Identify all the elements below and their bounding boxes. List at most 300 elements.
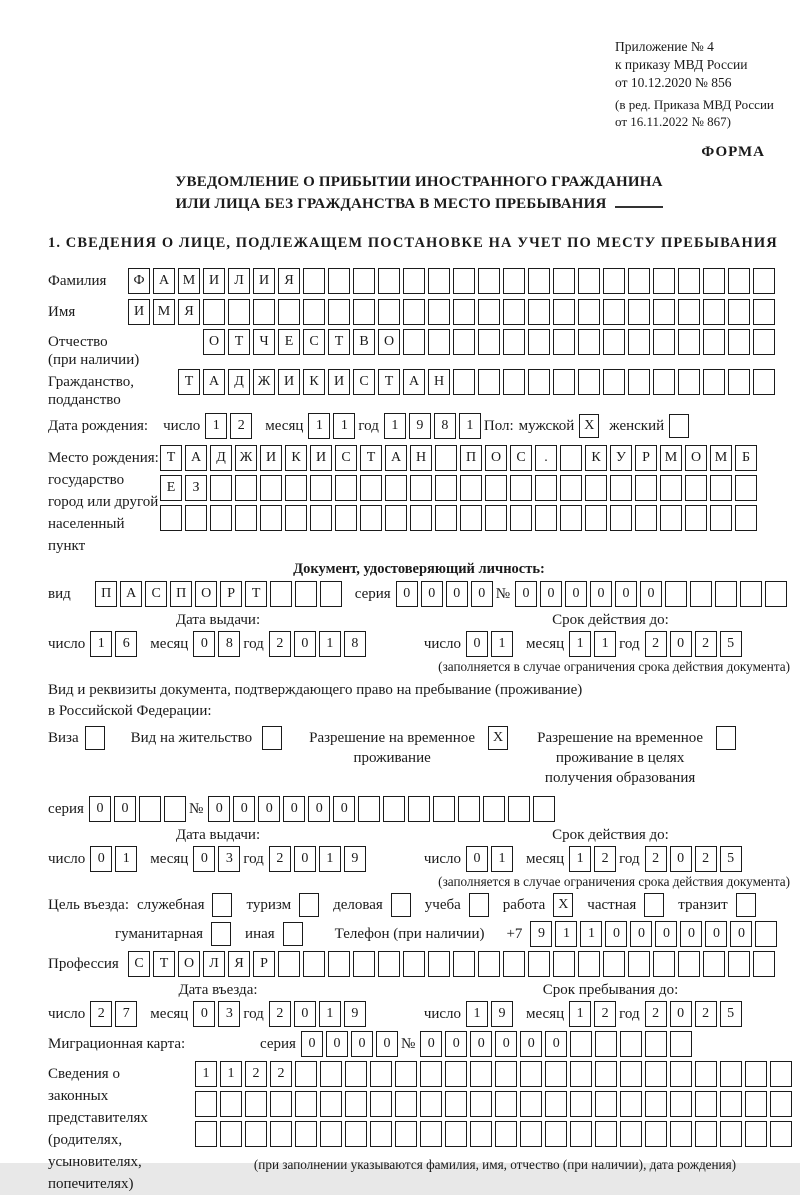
char-cell[interactable] [503,951,525,977]
char-cell[interactable] [595,1121,617,1147]
char-cell[interactable] [495,1061,517,1087]
char-cell[interactable]: 1 [569,631,591,657]
char-cell[interactable] [740,581,762,607]
char-cell[interactable] [478,369,500,395]
char-cell[interactable]: О [378,329,400,355]
char-cell[interactable]: 0 [520,1031,542,1057]
char-cell[interactable]: П [170,581,192,607]
char-cell[interactable] [245,1091,267,1117]
char-cell[interactable] [610,505,632,531]
char-cell[interactable]: 2 [695,846,717,872]
char-cell[interactable] [453,369,475,395]
char-cell[interactable] [770,1121,792,1147]
char-cell[interactable]: 3 [218,1001,240,1027]
char-cell[interactable] [620,1061,642,1087]
char-cell[interactable]: Ж [235,445,257,471]
char-cell[interactable]: К [303,369,325,395]
char-cell[interactable]: 3 [218,846,240,872]
char-cell[interactable] [520,1091,542,1117]
char-cell[interactable]: 0 [540,581,562,607]
char-cell[interactable] [653,369,675,395]
char-cell[interactable]: В [353,329,375,355]
char-cell[interactable]: Л [228,268,250,294]
char-cell[interactable] [164,796,186,822]
char-cell[interactable]: 0 [730,921,752,947]
char-cell[interactable] [570,1031,592,1057]
char-cell[interactable]: 2 [270,1061,292,1087]
char-cell[interactable]: 1 [569,846,591,872]
char-cell[interactable]: С [128,951,150,977]
char-cell[interactable] [603,268,625,294]
char-cell[interactable]: И [310,445,332,471]
char-cell[interactable]: А [203,369,225,395]
char-cell[interactable] [353,268,375,294]
char-cell[interactable] [653,299,675,325]
char-cell[interactable] [720,1091,742,1117]
char-cell[interactable] [320,1061,342,1087]
char-cell[interactable]: 1 [466,1001,488,1027]
char-cell[interactable]: О [685,445,707,471]
char-cell[interactable]: С [303,329,325,355]
char-cell[interactable] [295,1091,317,1117]
char-cell[interactable] [728,268,750,294]
char-cell[interactable] [370,1061,392,1087]
char-cell[interactable]: 1 [319,846,341,872]
char-cell[interactable] [528,268,550,294]
char-cell[interactable] [433,796,455,822]
char-cell[interactable]: 0 [258,796,280,822]
char-cell[interactable] [403,268,425,294]
char-cell[interactable] [603,299,625,325]
char-cell[interactable] [645,1031,667,1057]
char-cell[interactable] [703,299,725,325]
temp-residence-checkbox[interactable]: X [488,726,508,750]
char-cell[interactable] [453,268,475,294]
purpose-transit-checkbox[interactable] [736,893,756,917]
char-cell[interactable] [635,475,657,501]
char-cell[interactable]: Т [378,369,400,395]
char-cell[interactable] [428,268,450,294]
char-cell[interactable] [395,1091,417,1117]
char-cell[interactable] [628,329,650,355]
char-cell[interactable] [545,1061,567,1087]
char-cell[interactable]: 1 [580,921,602,947]
char-cell[interactable]: 1 [491,631,513,657]
char-cell[interactable] [328,268,350,294]
char-cell[interactable]: Т [360,445,382,471]
char-cell[interactable]: 8 [434,413,456,439]
char-cell[interactable] [285,505,307,531]
char-cell[interactable]: 0 [89,796,111,822]
char-cell[interactable] [528,369,550,395]
char-cell[interactable] [353,951,375,977]
char-cell[interactable]: 1 [308,413,330,439]
char-cell[interactable] [235,505,257,531]
char-cell[interactable]: 9 [491,1001,513,1027]
purpose-humanitarian-checkbox[interactable] [211,922,231,946]
char-cell[interactable] [403,299,425,325]
char-cell[interactable]: 1 [90,631,112,657]
char-cell[interactable] [478,268,500,294]
char-cell[interactable] [420,1091,442,1117]
char-cell[interactable] [508,796,530,822]
char-cell[interactable] [420,1121,442,1147]
char-cell[interactable]: 2 [90,1001,112,1027]
char-cell[interactable] [453,951,475,977]
char-cell[interactable] [458,796,480,822]
char-cell[interactable]: 0 [90,846,112,872]
char-cell[interactable] [553,951,575,977]
char-cell[interactable] [595,1091,617,1117]
char-cell[interactable] [585,475,607,501]
char-cell[interactable] [408,796,430,822]
char-cell[interactable]: Л [203,951,225,977]
char-cell[interactable] [570,1121,592,1147]
char-cell[interactable]: 2 [269,846,291,872]
char-cell[interactable]: 1 [220,1061,242,1087]
char-cell[interactable]: 0 [308,796,330,822]
char-cell[interactable]: 1 [459,413,481,439]
char-cell[interactable] [578,369,600,395]
char-cell[interactable]: Я [178,299,200,325]
char-cell[interactable]: З [185,475,207,501]
char-cell[interactable]: 0 [396,581,418,607]
char-cell[interactable] [703,329,725,355]
char-cell[interactable] [695,1121,717,1147]
char-cell[interactable] [670,1091,692,1117]
char-cell[interactable] [715,581,737,607]
char-cell[interactable] [485,475,507,501]
char-cell[interactable] [403,329,425,355]
char-cell[interactable] [645,1061,667,1087]
char-cell[interactable] [703,268,725,294]
char-cell[interactable]: 0 [670,1001,692,1027]
char-cell[interactable]: 0 [670,846,692,872]
char-cell[interactable]: 1 [319,631,341,657]
char-cell[interactable] [385,505,407,531]
char-cell[interactable] [710,475,732,501]
char-cell[interactable]: 0 [445,1031,467,1057]
char-cell[interactable] [528,299,550,325]
char-cell[interactable]: 0 [283,796,305,822]
purpose-tourism-checkbox[interactable] [299,893,319,917]
char-cell[interactable] [478,951,500,977]
char-cell[interactable]: И [260,445,282,471]
char-cell[interactable] [478,329,500,355]
char-cell[interactable]: 0 [193,1001,215,1027]
char-cell[interactable]: 1 [594,631,616,657]
char-cell[interactable] [728,329,750,355]
char-cell[interactable] [553,299,575,325]
char-cell[interactable]: 2 [695,631,717,657]
char-cell[interactable] [378,268,400,294]
char-cell[interactable] [310,475,332,501]
char-cell[interactable] [685,475,707,501]
char-cell[interactable]: А [403,369,425,395]
char-cell[interactable]: 0 [565,581,587,607]
char-cell[interactable] [533,796,555,822]
char-cell[interactable]: П [460,445,482,471]
char-cell[interactable]: 8 [344,631,366,657]
char-cell[interactable] [428,299,450,325]
char-cell[interactable] [535,505,557,531]
char-cell[interactable] [728,299,750,325]
char-cell[interactable] [253,299,275,325]
char-cell[interactable] [478,299,500,325]
char-cell[interactable]: Я [228,951,250,977]
char-cell[interactable] [383,796,405,822]
char-cell[interactable]: 0 [655,921,677,947]
char-cell[interactable]: Р [253,951,275,977]
char-cell[interactable]: 0 [294,846,316,872]
char-cell[interactable]: 2 [269,631,291,657]
char-cell[interactable] [470,1061,492,1087]
char-cell[interactable] [753,369,775,395]
char-cell[interactable] [228,299,250,325]
char-cell[interactable] [235,475,257,501]
sex-female-checkbox[interactable] [669,414,689,438]
char-cell[interactable] [195,1121,217,1147]
char-cell[interactable]: А [153,268,175,294]
char-cell[interactable] [328,299,350,325]
char-cell[interactable] [445,1121,467,1147]
char-cell[interactable] [620,1091,642,1117]
char-cell[interactable] [503,299,525,325]
char-cell[interactable]: И [278,369,300,395]
char-cell[interactable]: 0 [420,1031,442,1057]
char-cell[interactable] [570,1091,592,1117]
char-cell[interactable] [635,505,657,531]
char-cell[interactable]: 6 [115,631,137,657]
char-cell[interactable] [303,268,325,294]
char-cell[interactable]: 2 [645,1001,667,1027]
char-cell[interactable] [603,951,625,977]
char-cell[interactable]: . [535,445,557,471]
char-cell[interactable]: 9 [344,1001,366,1027]
char-cell[interactable] [595,1061,617,1087]
char-cell[interactable]: 0 [515,581,537,607]
char-cell[interactable] [278,951,300,977]
char-cell[interactable]: 0 [376,1031,398,1057]
char-cell[interactable]: 2 [245,1061,267,1087]
char-cell[interactable] [645,1091,667,1117]
char-cell[interactable]: Д [228,369,250,395]
char-cell[interactable] [358,796,380,822]
char-cell[interactable] [320,581,342,607]
char-cell[interactable] [678,299,700,325]
char-cell[interactable] [310,505,332,531]
char-cell[interactable] [560,505,582,531]
char-cell[interactable]: У [610,445,632,471]
char-cell[interactable] [260,475,282,501]
char-cell[interactable] [435,505,457,531]
char-cell[interactable] [428,329,450,355]
char-cell[interactable]: Н [410,445,432,471]
char-cell[interactable] [320,1091,342,1117]
char-cell[interactable]: 0 [351,1031,373,1057]
char-cell[interactable] [435,475,457,501]
char-cell[interactable]: О [203,329,225,355]
char-cell[interactable] [720,1121,742,1147]
char-cell[interactable] [403,951,425,977]
char-cell[interactable]: 5 [720,846,742,872]
char-cell[interactable] [690,581,712,607]
purpose-private-checkbox[interactable] [644,893,664,917]
char-cell[interactable]: С [353,369,375,395]
char-cell[interactable]: А [185,445,207,471]
char-cell[interactable]: Д [210,445,232,471]
char-cell[interactable]: Т [245,581,267,607]
char-cell[interactable] [678,329,700,355]
char-cell[interactable] [295,581,317,607]
char-cell[interactable] [695,1061,717,1087]
char-cell[interactable]: И [128,299,150,325]
char-cell[interactable]: Т [328,329,350,355]
char-cell[interactable] [185,505,207,531]
char-cell[interactable] [360,505,382,531]
char-cell[interactable] [545,1121,567,1147]
char-cell[interactable]: 2 [594,846,616,872]
char-cell[interactable]: 0 [301,1031,323,1057]
char-cell[interactable] [620,1121,642,1147]
char-cell[interactable]: 2 [645,631,667,657]
char-cell[interactable]: 1 [555,921,577,947]
char-cell[interactable]: 1 [569,1001,591,1027]
char-cell[interactable] [139,796,161,822]
char-cell[interactable]: Т [153,951,175,977]
char-cell[interactable] [578,329,600,355]
visa-checkbox[interactable] [85,726,105,750]
char-cell[interactable]: 2 [594,1001,616,1027]
char-cell[interactable] [553,268,575,294]
char-cell[interactable] [503,268,525,294]
char-cell[interactable] [578,268,600,294]
char-cell[interactable] [510,505,532,531]
char-cell[interactable] [353,299,375,325]
sex-male-checkbox[interactable]: X [579,414,599,438]
char-cell[interactable]: 0 [471,581,493,607]
char-cell[interactable] [770,1091,792,1117]
char-cell[interactable] [495,1121,517,1147]
char-cell[interactable]: 2 [230,413,252,439]
char-cell[interactable] [678,268,700,294]
char-cell[interactable] [745,1091,767,1117]
char-cell[interactable] [160,505,182,531]
char-cell[interactable] [678,951,700,977]
char-cell[interactable]: 8 [218,631,240,657]
char-cell[interactable]: И [253,268,275,294]
char-cell[interactable]: А [385,445,407,471]
char-cell[interactable] [678,369,700,395]
char-cell[interactable] [535,475,557,501]
char-cell[interactable]: 1 [195,1061,217,1087]
char-cell[interactable]: 0 [705,921,727,947]
char-cell[interactable] [503,369,525,395]
char-cell[interactable] [278,299,300,325]
char-cell[interactable] [445,1061,467,1087]
char-cell[interactable] [210,505,232,531]
char-cell[interactable] [520,1121,542,1147]
char-cell[interactable]: 0 [446,581,468,607]
char-cell[interactable] [703,369,725,395]
char-cell[interactable] [245,1121,267,1147]
char-cell[interactable] [753,299,775,325]
char-cell[interactable]: Ч [253,329,275,355]
char-cell[interactable] [753,329,775,355]
char-cell[interactable]: Я [278,268,300,294]
char-cell[interactable]: О [195,581,217,607]
char-cell[interactable] [345,1091,367,1117]
char-cell[interactable] [470,1121,492,1147]
char-cell[interactable] [695,1091,717,1117]
char-cell[interactable] [360,475,382,501]
char-cell[interactable]: 1 [491,846,513,872]
char-cell[interactable] [303,299,325,325]
char-cell[interactable]: 0 [545,1031,567,1057]
char-cell[interactable] [735,505,757,531]
char-cell[interactable] [435,445,457,471]
char-cell[interactable]: О [178,951,200,977]
char-cell[interactable] [520,1061,542,1087]
char-cell[interactable] [765,581,787,607]
char-cell[interactable] [653,951,675,977]
char-cell[interactable]: 0 [680,921,702,947]
char-cell[interactable] [703,951,725,977]
char-cell[interactable]: М [153,299,175,325]
char-cell[interactable] [578,299,600,325]
char-cell[interactable]: 0 [193,631,215,657]
char-cell[interactable]: 9 [344,846,366,872]
char-cell[interactable]: 0 [208,796,230,822]
char-cell[interactable] [270,1091,292,1117]
char-cell[interactable]: Е [278,329,300,355]
char-cell[interactable]: К [285,445,307,471]
char-cell[interactable] [653,268,675,294]
char-cell[interactable]: 9 [530,921,552,947]
char-cell[interactable] [628,951,650,977]
char-cell[interactable]: Ж [253,369,275,395]
char-cell[interactable] [720,1061,742,1087]
char-cell[interactable]: 2 [269,1001,291,1027]
char-cell[interactable]: 2 [695,1001,717,1027]
char-cell[interactable] [570,1061,592,1087]
char-cell[interactable] [270,1121,292,1147]
char-cell[interactable]: Р [220,581,242,607]
char-cell[interactable]: С [335,445,357,471]
char-cell[interactable]: 0 [605,921,627,947]
char-cell[interactable] [428,951,450,977]
char-cell[interactable] [770,1061,792,1087]
char-cell[interactable]: Т [160,445,182,471]
char-cell[interactable] [753,268,775,294]
char-cell[interactable] [585,505,607,531]
char-cell[interactable] [345,1061,367,1087]
purpose-work-checkbox[interactable]: X [553,893,573,917]
char-cell[interactable] [220,1091,242,1117]
char-cell[interactable] [395,1061,417,1087]
char-cell[interactable]: 0 [590,581,612,607]
char-cell[interactable] [620,1031,642,1057]
char-cell[interactable] [378,299,400,325]
char-cell[interactable] [670,1031,692,1057]
char-cell[interactable]: 1 [115,846,137,872]
char-cell[interactable] [410,505,432,531]
char-cell[interactable]: М [178,268,200,294]
char-cell[interactable]: А [120,581,142,607]
residence-permit-checkbox[interactable] [262,726,282,750]
char-cell[interactable] [653,329,675,355]
char-cell[interactable] [553,329,575,355]
